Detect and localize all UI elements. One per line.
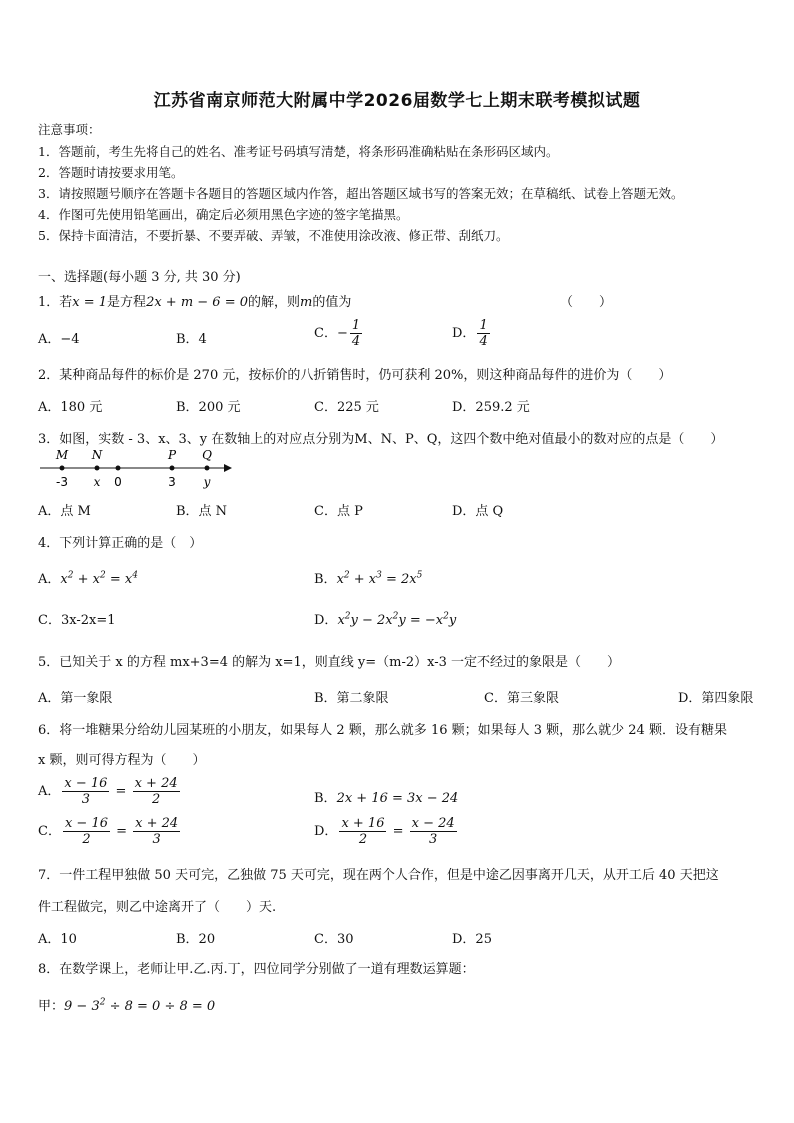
point-n (95, 466, 100, 471)
q3-option-a: A．点 M (38, 504, 91, 519)
question-5: 5．已知关于 x 的方程 mx+3=4 的解为 x=1，则直线 y=（m-2）x-3 一定不经过的象限是（ ） (38, 655, 621, 670)
q6-option-d: D． $\frac{x + 16}{2}$ = $\frac{x - 24}{3}$ (314, 816, 455, 847)
q7-option-b: B．20 (176, 932, 216, 947)
question-6-line2: x 颗，则可得方程为（ ） (38, 753, 206, 768)
q1-option-b: B．4 (176, 332, 207, 347)
note-item: 2．答题时请按要求用笔。 (38, 165, 184, 180)
note-item: 4．作图可先使用铅笔画出，确定后必须用黑色字迹的签字笔描黑。 (38, 207, 409, 222)
question-7-line1: 7．一件工程甲独做 50 天可完，乙独做 75 天可完，现在两个人合作，但是中途乙因事离开几天，从开工后 40 天把这 (38, 868, 719, 883)
q5-option-d: D．第四象限 (678, 691, 754, 706)
q2-option-b: B．200 元 (176, 400, 241, 415)
section-heading: 一、选择题(每小题 3 分, 共 30 分) (38, 270, 241, 285)
q7-option-a: A．10 (38, 932, 77, 947)
q5-option-c: C．第三象限 (484, 691, 559, 706)
notes-heading: 注意事项： (38, 122, 101, 137)
tick-y: y (203, 475, 211, 489)
tick-zero: 0 (114, 475, 122, 489)
question-3: 3．如图，实数 - 3、x、3、y 在数轴上的对应点分别为M、N、P、Q，这四个数中绝对值最小的数对应的点是（ ） (38, 432, 724, 447)
q5-option-a: A．第一象限 (38, 691, 113, 706)
q7-option-c: C．30 (314, 932, 354, 947)
q4-option-a: A．$x^2 + x^2 = x^4$ (38, 570, 138, 587)
label-n: N (91, 448, 103, 462)
q4-option-c: C．3x-2x=1 (38, 613, 116, 628)
answer-paren: （ ） (560, 295, 613, 310)
note-item: 3．请按照题号顺序在答题卡各题目的答题区域内作答，超出答题区域书写的答案无效；在草稿纸、试卷上答题无效。 (38, 186, 684, 201)
question-7-line2: 件工程做完，则乙中途离开了（ ）天. (38, 900, 277, 915)
q3-option-b: B．点 N (176, 504, 228, 519)
q4-option-b: B．$x^2 + x^3 = 2x^5$ (314, 570, 423, 587)
q3-option-d: D．点 Q (452, 504, 504, 519)
q7-option-d: D．25 (452, 932, 492, 947)
q6-option-c: C． $\frac{x - 16}{2}$ = $\frac{x + 24}{3}$ (38, 816, 179, 847)
label-m: M (55, 448, 69, 462)
q3-option-c: C．点 P (314, 504, 363, 519)
q1-option-d: D． $\frac{1}{4}$ (452, 318, 488, 349)
point-zero (116, 466, 121, 471)
q2-option-c: C．225 元 (314, 400, 379, 415)
q4-option-d: D．$x^2y - 2x^2y = -x^2y$ (314, 611, 457, 628)
question-4: 4．下列计算正确的是（ ） (38, 536, 203, 551)
tick-x: x (93, 475, 101, 489)
question-2: 2．某种商品每件的标价是 270 元，按标价的八折销售时，仍可获利 20%，则这种商品每件的进价为（ ） (38, 368, 672, 383)
point-m (60, 466, 65, 471)
number-line-diagram (38, 446, 238, 490)
note-item: 1．答题前，考生先将自己的姓名、准考证号码填写清楚，将条形码准确粘贴在条形码区域内。 (38, 144, 559, 159)
point-q (205, 466, 210, 471)
q2-option-d: D．259.2 元 (452, 400, 530, 415)
q1-option-a: A．−4 (38, 332, 80, 347)
question-8: 8．在数学课上，老师让甲.乙.丙.丁，四位同学分别做了一道有理数运算题： (38, 962, 475, 977)
question-1: 1．若x = 1是方程2x + m − 6 = 0的解，则m的值为 (38, 295, 352, 310)
page-title: 江苏省南京师范大附属中学2026届数学七上期末联考模拟试题 (153, 91, 641, 111)
label-q: Q (202, 448, 212, 462)
q2-option-a: A．180 元 (38, 400, 103, 415)
point-p (170, 466, 175, 471)
note-item: 5．保持卡面清洁，不要折暴、不要弄破、弄皱，不准使用涂改液、修正带、刮纸刀。 (38, 228, 509, 243)
tick-minus3: -3 (56, 475, 68, 489)
q5-option-b: B．第二象限 (314, 691, 389, 706)
q1-option-c: C．− $\frac{1}{4}$ (314, 318, 361, 349)
question-6-line1: 6．将一堆糖果分给幼儿园某班的小朋友，如果每人 2 颗，那么就多 16 颗；如果每人 3 颗，那么就少 24 颗．设有糖果 (38, 723, 727, 738)
q8-jia-work: 甲：$9 - 3^2 \div 8 = 0 \div 8 = 0$ (38, 997, 216, 1014)
q6-option-b: B．2x + 16 = 3x − 24 (314, 791, 459, 806)
tick-3: 3 (168, 475, 176, 489)
label-p: P (167, 448, 177, 462)
q6-option-a: A． $\frac{x - 16}{3}$ = $\frac{x + 24}{2}$ (38, 776, 178, 807)
